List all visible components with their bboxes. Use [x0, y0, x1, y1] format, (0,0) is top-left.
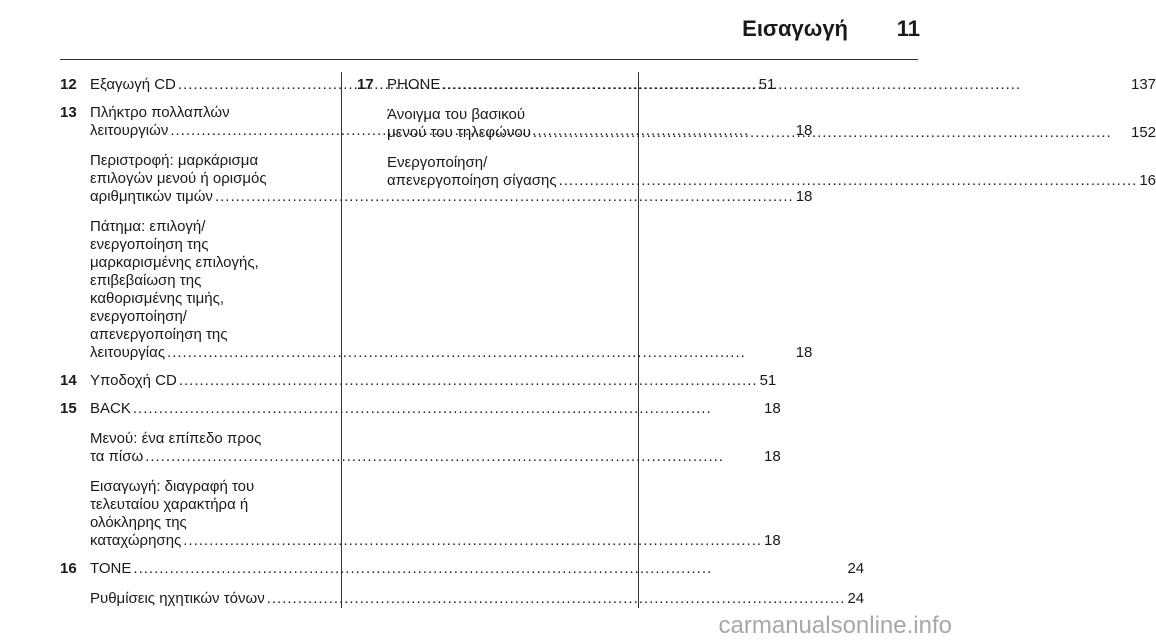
- header-rule: [60, 59, 918, 60]
- page-header: [0, 0, 960, 60]
- page-ref: 16: [1139, 172, 1156, 189]
- watermark-text: carmanualsonline.info: [718, 612, 952, 639]
- legend-item-17: 17 PHONE ..... 137 Άνοιγμα του βασικού μενού του τηλεφώνου ..... 152 Ενεργοποίηση/ απενεργοποίηση σίγασης ..... 16: [357, 76, 622, 190]
- item-number: 13: [60, 104, 77, 121]
- sub-entry: Ενεργοποίηση/ απενεργοποίηση σίγασης ..... 16: [387, 154, 1156, 190]
- item-number: 16: [60, 560, 77, 577]
- page-ref: 152: [1131, 124, 1156, 141]
- page-ref: 24: [847, 560, 865, 577]
- page-ref: 18: [795, 344, 813, 361]
- page-ref: 18: [764, 400, 781, 417]
- sub-entry: Άνοιγμα του βασικού μενού του τηλεφώνου ..... 152: [387, 106, 1156, 142]
- legend-item-14: 14 Υποδοχή CD ..... 51: [60, 372, 324, 390]
- legend-item-13: 13 Πλήκτρο πολλαπλών λειτουργιών ..... 18 Περιστροφή: μαρκάρισμα επιλογών μενού ή ορισμός αριθμητικών τιμών ..... 18 Πάτημα: επιλογή/ ενεργοποίηση της μαρκαρισμένης επιλογής, επιβεβαίωση της καθορισμένης τιμής, ενεργοποίηση/ απενεργοποίηση της λειτουργίας ..... 18: [60, 104, 324, 362]
- sub-entry: Ρυθμίσεις ηχητικών τόνων ..... 24: [90, 590, 864, 608]
- legend-item-15: 15 BACK ..... 18 Μενού: ένα επίπεδο προς τα πίσω ..... 18 Εισαγωγή: διαγραφή του τελευταίου χαρακτήρα ή ολόκληρης της καταχώρησης ..... 18: [60, 400, 324, 550]
- item-number: 15: [60, 400, 77, 417]
- legend-item-16: 16 TONE ..... 24 Ρυθμίσεις ηχητικών τόνων ..... 24: [60, 560, 324, 608]
- page-ref: 137: [1131, 76, 1156, 93]
- sub-entry: Πάτημα: επιλογή/ ενεργοποίηση της μαρκαρισμένης επιλογής, επιβεβαίωση της καθορισμένης τιμής, ενεργοποίηση/ απενεργοποίηση της λειτουργίας ..... 18: [90, 218, 812, 362]
- sub-entry: Μενού: ένα επίπεδο προς τα πίσω ..... 18: [90, 430, 781, 466]
- page-ref: 18: [764, 532, 781, 549]
- item-number: 12: [60, 76, 77, 93]
- page-ref: 51: [758, 76, 776, 93]
- page-ref: 18: [795, 122, 813, 139]
- item-number: 14: [60, 372, 77, 389]
- page-ref: 51: [759, 372, 777, 389]
- page-ref: 24: [847, 590, 865, 607]
- page-number: 11: [896, 16, 920, 41]
- sub-entry: Περιστροφή: μαρκάρισμα επιλογών μενού ή ορισμός αριθμητικών τιμών ..... 18: [90, 152, 812, 206]
- sub-entry: Εισαγωγή: διαγραφή του τελευταίου χαρακτήρα ή ολόκληρης της καταχώρησης ..... 18: [90, 478, 781, 550]
- item-number: 17: [357, 76, 374, 93]
- item-line: Εξαγωγή CD ..... 51: [90, 76, 775, 94]
- page-ref: 18: [764, 448, 781, 465]
- page-title: Εισαγωγή: [742, 16, 848, 41]
- page-ref: 18: [795, 188, 813, 205]
